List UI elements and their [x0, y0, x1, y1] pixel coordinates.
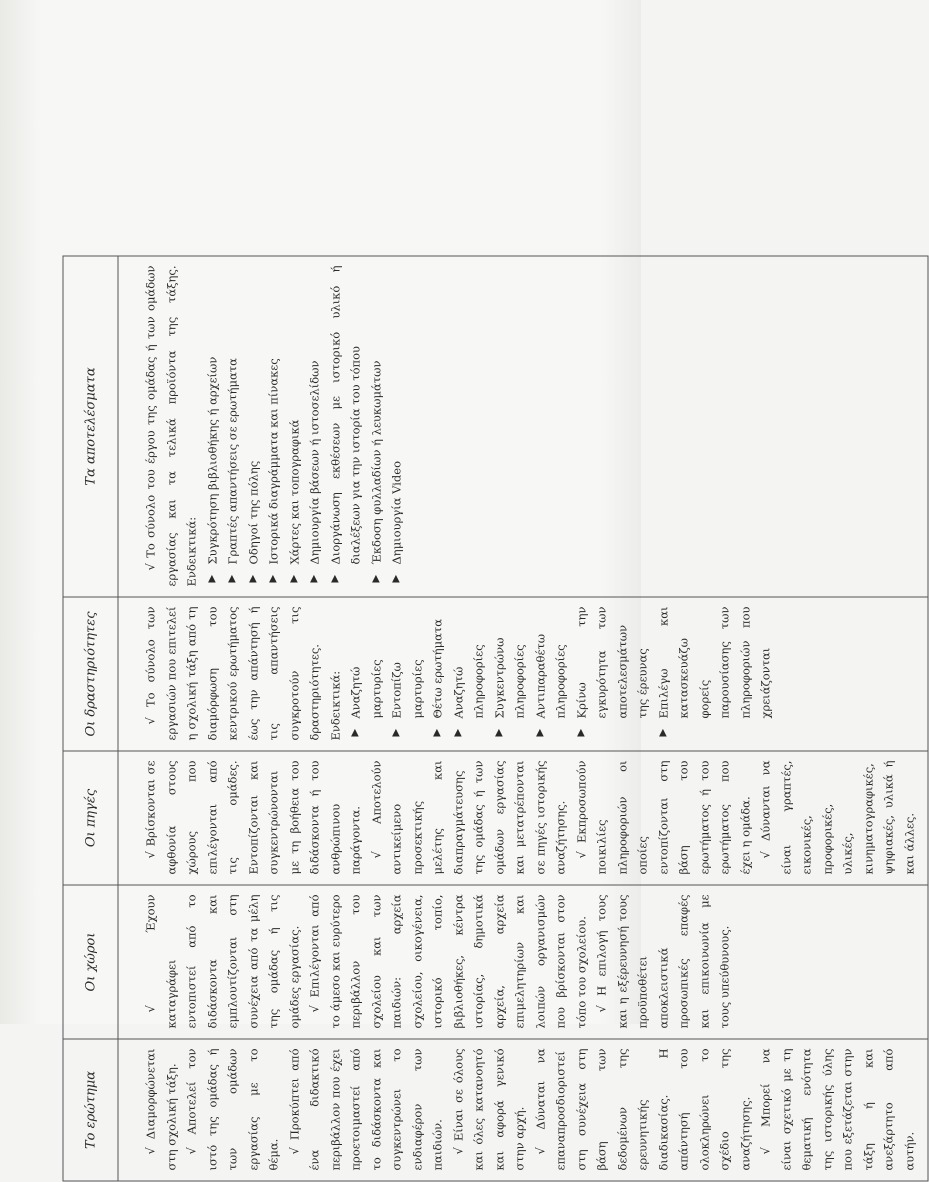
triangle-bullet-icon: ▶ — [390, 728, 402, 737]
triangle-bullet-icon: ▶ — [452, 728, 463, 737]
list-item — [202, 266, 223, 587]
triangle-bullet-icon: ▶ — [431, 728, 443, 737]
cell-question — [118, 1039, 928, 1181]
list-item — [325, 266, 366, 587]
list-item — [387, 266, 408, 587]
cell-sources — [118, 751, 928, 885]
activity-text: Θέτω ερωτήματα — [430, 619, 445, 719]
triangle-bullet-icon: ▶ — [370, 574, 381, 583]
content-row — [118, 256, 928, 1181]
list-item — [653, 607, 776, 741]
places-para: √ Έχουν καταγράφει εντοπιστεί από το διδάσκοντα και εμπλουτίζονται στη συνέχεια από τα μέλη της ομάδας ή τις ομάδες εργασίας. — [143, 894, 301, 1029]
places-para: √ Η επιλογή τους και η εξέρευνησή τους προϋποθέτει αποκλειστικά προσωπικές επαφές και επικοινωνία με τους υπεύθυνους. — [594, 894, 732, 1029]
activity-text: Επιλέγω και κατασκευάζω φορείς παρουσίασης των πληροφοριών που χρειάζονται — [656, 606, 773, 719]
result-text: Οδηγοί της πόλης — [246, 460, 260, 565]
triangle-bullet-icon: ▶ — [657, 728, 668, 737]
cell-activities — [118, 597, 928, 751]
activity-text: Αναζητώ πληροφορίες — [451, 644, 486, 719]
activity-text: Κρίνω την εγκυρότητα των αποτελεσμάτων της έρευνας — [574, 606, 650, 719]
result-text: Δημιουργία βάσεων ή ιστοσελίδων — [307, 360, 322, 565]
list-item — [243, 266, 264, 587]
list-item — [448, 607, 489, 741]
triangle-bullet-icon: ▶ — [575, 728, 586, 737]
list-item — [284, 266, 305, 587]
triangle-bullet-icon: ▶ — [329, 574, 340, 583]
header-sources: Οι πηγές — [63, 751, 118, 885]
result-text: Διοργάνωση εκθέσεων με ιστορικό υλικό ή διαλέξεων για την ιστορία του τόπου — [328, 265, 363, 565]
triangle-bullet-icon: ▶ — [206, 574, 217, 583]
list-item — [264, 266, 285, 587]
triangle-bullet-icon: ▶ — [226, 574, 238, 583]
list-item — [366, 266, 387, 587]
list-item — [489, 607, 530, 741]
result-text: Χάρτες και τοπογραφικά — [287, 419, 301, 565]
triangle-bullet-icon: ▶ — [247, 574, 258, 583]
activity-text: Αντιπαραθέτω πληροφορίες — [533, 633, 568, 719]
list-item — [571, 607, 653, 741]
header-places: Οι χώροι — [63, 885, 118, 1039]
list-item — [223, 266, 244, 587]
sources-para: √ Εκπροσωπούν ποικιλίες πληροφοριών οι οποίες εντοπίζονται στη βάση του ερωτήματος ή του ερωτήματος που έχει η ομάδα. — [574, 760, 752, 875]
activity-text: Συγκεντρώνω πληροφορίες — [492, 637, 527, 719]
result-text: Έκδοση φυλλαδίων ή λευκωμάτων — [369, 360, 383, 565]
cell-results — [118, 256, 928, 597]
triangle-bullet-icon: ▶ — [308, 574, 320, 583]
list-item — [428, 607, 449, 741]
question-para: √ Είναι σε όλους και όλες κατανοητό και αφορά γενικό στην αρχή. — [451, 1048, 527, 1171]
result-text: Συγκρότηση βιβλιοθήκης ή αρχείων — [205, 356, 219, 565]
list-item — [530, 607, 571, 741]
result-text: Δημιουργία Video — [389, 460, 404, 565]
question-para: √ Διαμορφώνεται στη σχολική τάξη. — [143, 1048, 178, 1171]
results-list — [202, 266, 407, 587]
triangle-bullet-icon: ▶ — [349, 728, 361, 737]
question-para: √ Μπορεί να είναι σχετικό με τη θεματική ενότητα της ιστορικής ύλης που εξετάζεται στην τάξη ή και ανεξάρτητο από αυτήν. — [758, 1048, 916, 1171]
cell-places — [118, 885, 928, 1039]
triangle-bullet-icon: ▶ — [493, 728, 504, 737]
list-item — [305, 266, 326, 587]
header-row — [63, 256, 118, 1181]
activities-intro: √ Το σύνολο των εργασιών που επιτελεί η σχολική τάξη από τη διαμόρφωση του κεντρικού ερωτήματος έως την απάντησή ή τις απαντήσεις συγκροτούν τις δραστηριότητες. Ενδεικτικά: — [143, 606, 342, 741]
sources-para: √ Βρίσκονται σε αφθονία στους χώρους που επιλέγονται από τις ομάδες. Εντοπίζονται και συγκεντρώνονται με τη βοήθεια του διδάσκοντα ή του ανθρώπινου παράγοντα. — [143, 760, 363, 875]
result-text: Γραπτές απαντήσεις σε ερωτήματα — [225, 358, 240, 565]
result-text: Ιστορικά διαγράμματα και πίνακες — [266, 358, 281, 565]
triangle-bullet-icon: ▶ — [390, 574, 402, 583]
header-results: Τα αποτελέσματα — [63, 256, 118, 597]
activities-list — [346, 607, 777, 741]
places-para: √ Επιλέγονται από το άμεσο και ευρύτερο περιβάλλον του σχολείου και των παιδιών: αρχεία σχολείου, οικογένεια, ιστορικό τοπίο, βιβλιοθήκες, κέντρα ιστορίας, δημοτικά αρχεία, αρχεία επιμελητηρίων και λοιπών οργανισμών που βρίσκονται στον τόπο του σχολείου. — [307, 894, 588, 1029]
question-para: √ Αποτελεί τον ιστό της ομάδας ή των ομάδων εργασίας με το θέμα. — [184, 1048, 281, 1171]
header-activities: Οι δραστηριότητες — [63, 597, 118, 751]
results-intro: √ Το σύνολο του έργου της ομάδας ή των ομάδων εργασίας και τα τελικά προϊόντα της τάξης. Ενδεικτικά: — [143, 265, 199, 587]
list-item — [346, 607, 387, 741]
rotated-table-wrapper — [63, 257, 916, 1182]
header-question: Το ερώτημα — [63, 1039, 118, 1181]
sources-para: √ Δύνανται να είναι γραπτές, εικονικές, προφορικές, υλικές, κινηματογραφικές, ψηφιακές, υλικά ή και άλλες. — [758, 760, 916, 875]
triangle-bullet-icon: ▶ — [267, 574, 279, 583]
triangle-bullet-icon: ▶ — [288, 574, 299, 583]
question-para: √ Προκύπτει από ένα διδακτικό περιβάλλον που έχει προετοιμαστεί από το διδάσκοντα και συγκεντρώνει το ενδιαφέρον των παιδιών. — [287, 1048, 445, 1171]
project-table — [63, 256, 929, 1182]
triangle-bullet-icon: ▶ — [534, 728, 545, 737]
activity-text: Εντοπίζω μαρτυρίες — [389, 659, 424, 719]
question-para: √ Δύναται να επαναπροσδιοριστεί στη συνέχεια στη βάση των δεδομένων της ερευνητικής διαδικασίας. Η απάντησή του ολοκληρώνει το σχέδιο της αναζήτησης. — [533, 1048, 752, 1171]
sources-para: √ Αποτελούν αντικείμενο προσεκτικής μελέτης και διαπραγμάτευσης της ομάδας ή των ομάδων εργασίας και μετατρέπονται σε πηγές ιστορικής αναζήτησης. — [369, 760, 568, 875]
activity-text: Αναζητώ μαρτυρίες — [348, 659, 383, 719]
list-item — [387, 607, 428, 741]
